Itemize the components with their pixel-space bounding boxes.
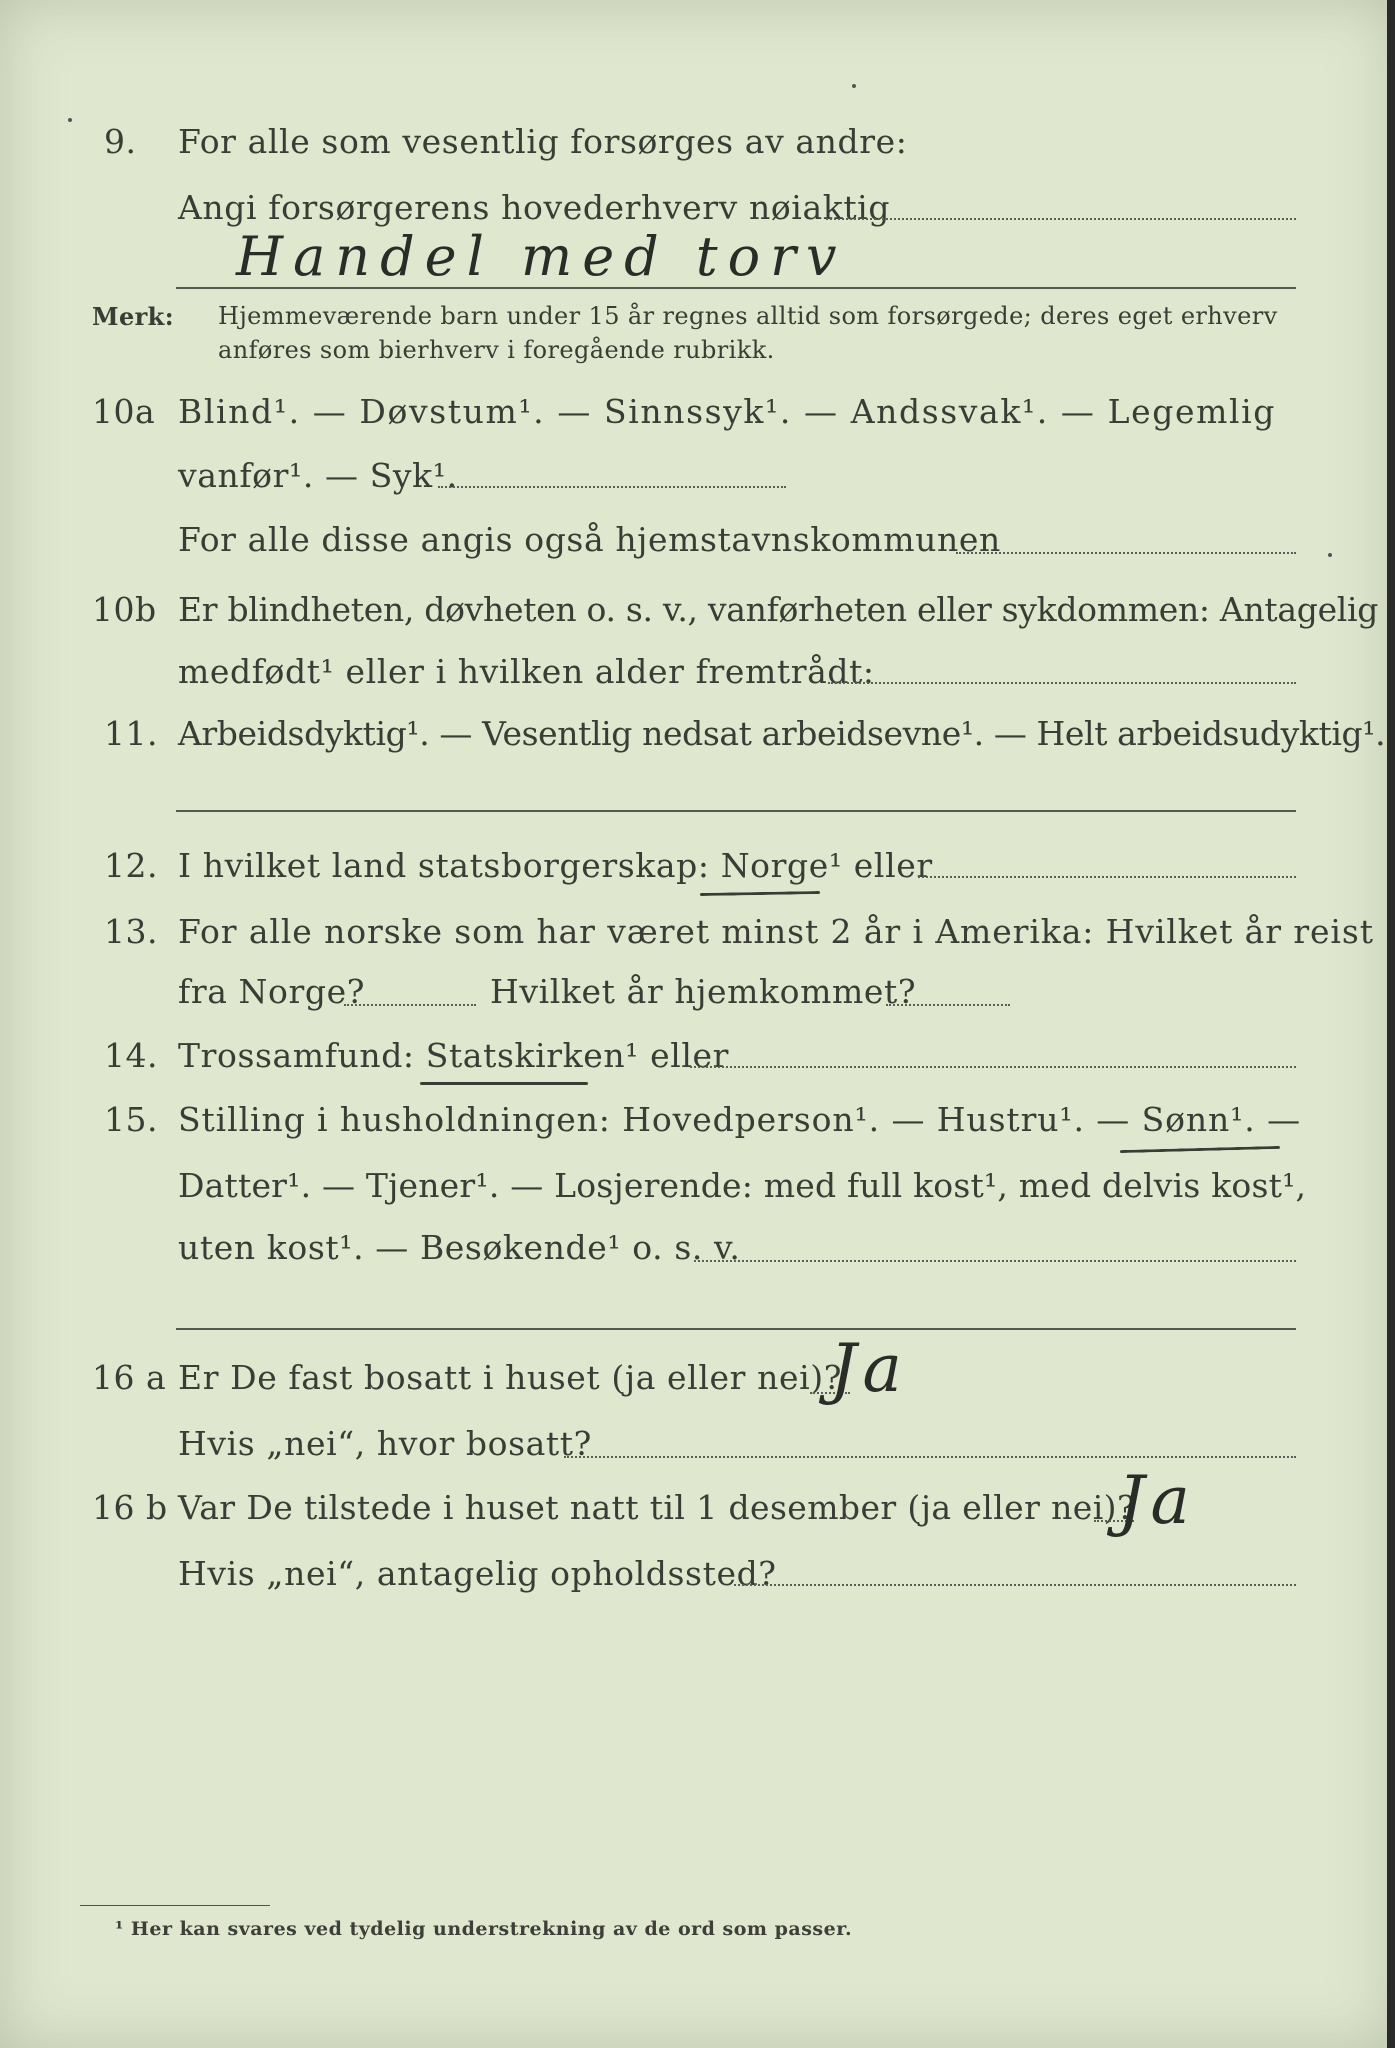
q10b-number: 10b: [92, 590, 157, 629]
q15-options-3: uten kost¹. — Besøkende¹ o. s. v.: [178, 1228, 741, 1267]
q10a-home-dotted-line: [956, 552, 1296, 554]
q11-number: 11.: [104, 714, 158, 753]
q12-dotted-line: [918, 876, 1296, 878]
q16a-handwritten-answer: Ja: [830, 1330, 908, 1407]
q10b-dotted-line: [828, 682, 1296, 684]
q16a-prompt: Hvis „nei“, hvor bosatt?: [178, 1424, 592, 1463]
q9-answer-line: [176, 287, 1296, 289]
q10a-home-prompt: For alle disse angis også hjemstavnskommunen: [178, 520, 1001, 559]
scan-edge: [1387, 0, 1395, 2048]
q14-question: Trossamfund: Statskirken¹ eller: [178, 1036, 730, 1075]
q10b-question: Er blindheten, døvheten o. s. v., vanførheten eller sykdommen: Antagelig: [178, 590, 1379, 629]
q9-prompt: Angi forsørgerens hovederhverv nøiaktig: [178, 188, 891, 227]
q13-departure-prompt: fra Norge?: [178, 972, 366, 1011]
q16a-question: Er De fast bosatt i huset (ja eller nei)?: [178, 1358, 842, 1397]
q14-statskirken-underline: [420, 1082, 588, 1085]
q14-dotted-line: [690, 1066, 1296, 1068]
q9-number: 9.: [104, 122, 137, 161]
q13-return-prompt: Hvilket år hjemkommet?: [490, 972, 917, 1011]
q9-handwritten-answer: Handel med torv: [236, 225, 847, 288]
q11-answer-line: [176, 810, 1296, 812]
q13-number: 13.: [104, 912, 158, 951]
q10a-number: 10a: [92, 392, 156, 431]
q13-question: For alle norske som har været minst 2 år i Amerika: Hvilket år reist: [178, 912, 1374, 951]
q11-options: Arbeidsdyktig¹. — Vesentlig nedsat arbeidsevne¹. — Helt arbeidsudyktig¹.: [178, 714, 1386, 753]
merk-text-2: anføres som bierhverv i foregående rubrikk.: [218, 336, 775, 364]
q16b-prompt: Hvis „nei“, antagelig opholdssted?: [178, 1554, 777, 1593]
footnote: ¹ Her kan svares ved tydelig understrekning av de ord som passer.: [115, 1918, 853, 1940]
merk-text-1: Hjemmeværende barn under 15 år regnes alltid som forsørgede; deres eget erhverv: [218, 302, 1278, 330]
merk-label: Merk:: [92, 302, 174, 331]
q16b-question: Var De tilstede i huset natt til 1 desember (ja eller nei)?: [178, 1488, 1136, 1527]
q10a-options: Blind¹. — Døvstum¹. — Sinnssyk¹. — Andssvak¹. — Legemlig: [178, 392, 1277, 431]
q13-departure-dotted-line: [344, 1004, 476, 1006]
q10a-options-2: vanfør¹. — Syk¹.: [178, 456, 458, 495]
q12-question: I hvilket land statsborgerskap: Norge¹ eller: [178, 846, 933, 885]
footnote-separator: [80, 1905, 270, 1906]
q9-dotted-line: [826, 218, 1296, 220]
q15-sonn-underline: [1120, 1146, 1280, 1153]
q12-norge-underline: [700, 891, 820, 896]
q16a-location-dotted-line: [564, 1456, 1296, 1458]
speck: [852, 84, 856, 88]
q14-number: 14.: [104, 1036, 158, 1075]
q13-return-dotted-line: [886, 1004, 1010, 1006]
q15-answer-line: [176, 1328, 1296, 1330]
q15-options-1: Stilling i husholdningen: Hovedperson¹. — Hustru¹. — Sønn¹. —: [178, 1100, 1301, 1139]
q12-number: 12.: [104, 846, 158, 885]
q16b-handwritten-answer: Ja: [1118, 1462, 1196, 1539]
q16b-location-dotted-line: [734, 1584, 1296, 1586]
q15-number: 15.: [104, 1100, 158, 1139]
q16a-number: 16 a: [92, 1358, 167, 1397]
q16b-number: 16 b: [92, 1488, 168, 1527]
q10b-prompt: medfødt¹ eller i hvilken alder fremtrådt:: [178, 652, 875, 691]
q15-options-2: Datter¹. — Tjener¹. — Losjerende: med full kost¹, med delvis kost¹,: [178, 1166, 1307, 1205]
q10a-dotted-line: [438, 486, 786, 488]
speck: [1328, 553, 1332, 557]
q9-question: For alle som vesentlig forsørges av andre:: [178, 122, 908, 161]
speck: [68, 118, 72, 122]
q15-dotted-line: [694, 1260, 1296, 1262]
